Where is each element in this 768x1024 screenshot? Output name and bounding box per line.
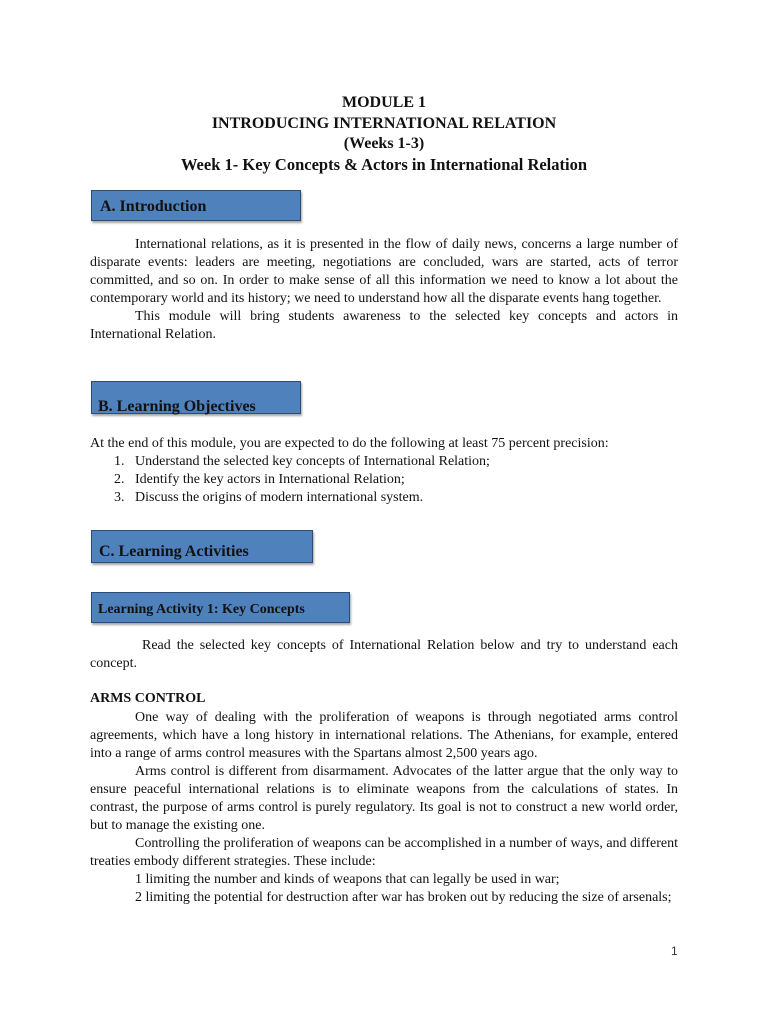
arms-control-body [90,709,678,907]
week-title: Week 1- Key Concepts & Actors in International Relation [180,154,588,174]
list-item: 2. Identify the key actors in International Relation; [114,472,405,487]
arms-paragraph-1: One way of dealing with the proliferation of weapons is through negotiated arms control agreements, which have a long history in international relations. The Athenians, for example, entered into a range of arms control measures with the Spartans almost 2,500 years ago. [90,710,678,761]
module-label: MODULE 1 [342,94,426,111]
activity-instruction: Read the selected key concepts of International Relation below and try to understand each concept. [90,638,678,671]
list-item: 1. Understand the selected key concepts of International Relation; [114,454,490,469]
section-c-activities-heading: C. Learning Activities [91,530,313,563]
arms-paragraph-3: Controlling the proliferation of weapons can be accomplished in a number of ways, and different treaties embody different strategies. These include: [90,836,678,869]
intro-paragraph-1: International relations, as it is presented in the flow of daily news, concerns a large number of disparate events: leaders are meeting, negotiations are concluded, wars are started, acts of terror committed, and so on. In order to make sense of all this information we need to know a lot about the contemporary world and its history; we need to understand how all the disparate events hang together. [90,237,678,306]
section-b-objectives-heading: B. Learning Objectives [91,381,301,414]
section-a-introduction-heading: A. Introduction [91,190,301,221]
objectives-body [90,435,678,507]
intro-paragraph-2: This module will bring students awareness to the selected key concepts and actors in International Relation. [90,309,678,342]
module-header [90,93,678,175]
module-title: INTRODUCING INTERNATIONAL RELATION [211,114,557,132]
objectives-list [90,453,678,507]
arms-paragraph-5: 2 limiting the potential for destruction after war has broken out by reducing the size of arsenals; [135,890,672,905]
arms-control-heading: ARMS CONTROL [90,691,206,706]
introduction-body [90,236,678,344]
arms-paragraph-2: Arms control is different from disarmament. Advocates of the latter argue that the only way to ensure peaceful international relations is to eliminate weapons from the calculations of states. In contrast, the purpose of arms control is purely regulatory. Its goal is not to construct a new world order, but to manage the existing one. [90,764,678,833]
module-weeks: (Weeks 1-3) [343,135,425,152]
list-item: 3. Discuss the origins of modern international system. [114,490,424,505]
learning-activity-1-heading: Learning Activity 1: Key Concepts [91,592,350,623]
objectives-lead: At the end of this module, you are expected to do the following at least 75 percent precision: [90,436,609,451]
arms-paragraph-4: 1 limiting the number and kinds of weapons that can legally be used in war; [135,872,560,887]
page-number: 1 [671,944,678,958]
